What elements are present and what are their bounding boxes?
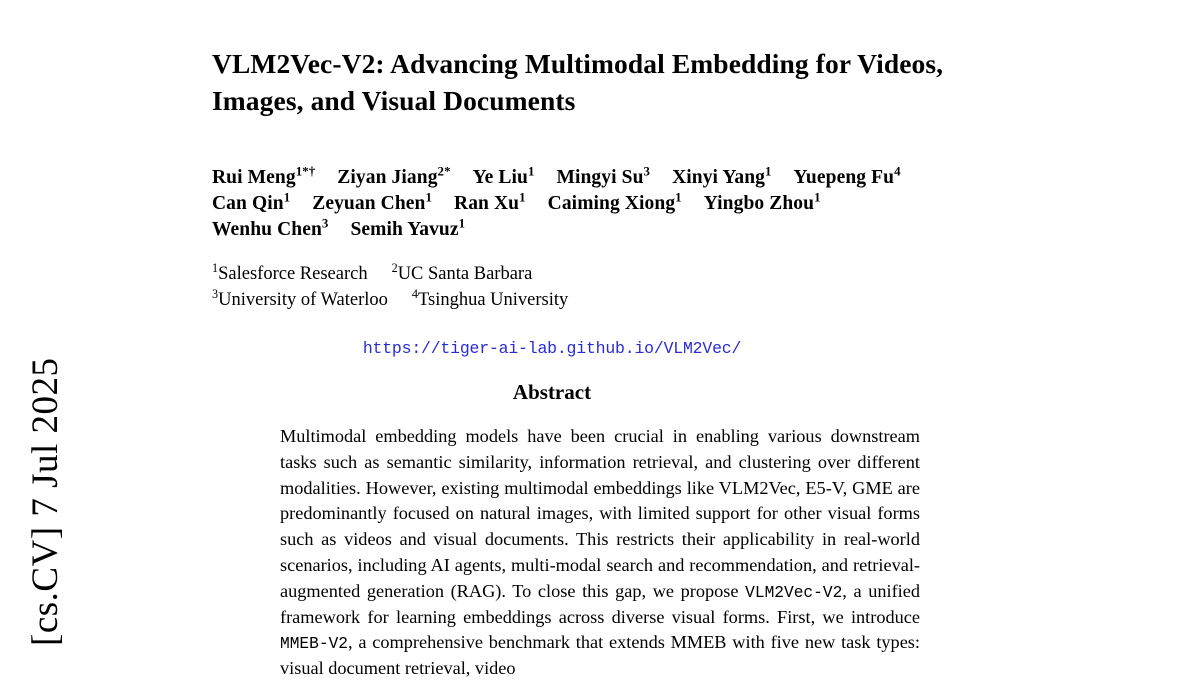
affiliation-marker: 1 bbox=[212, 260, 219, 275]
author bbox=[473, 165, 535, 191]
author bbox=[672, 165, 771, 191]
author-name: Yuepeng Fu bbox=[793, 167, 895, 189]
abstract-segment: , a unified framework for learning embeddings across diverse visual forms. First, we introduce bbox=[280, 580, 921, 627]
abstract-heading: Abstract bbox=[512, 380, 592, 405]
author-affiliation-marker: 1 bbox=[425, 190, 433, 205]
author-name: Ran Xu bbox=[454, 193, 520, 215]
author-affiliation-marker: 1 bbox=[675, 190, 682, 205]
author bbox=[454, 191, 526, 217]
arxiv-stamp-text: [cs.CV] 7 Jul 2025 bbox=[24, 357, 66, 646]
abstract-segment-mono: MMEB-V2 bbox=[280, 635, 348, 654]
abstract-segment: , a comprehensive benchmark that extends MMEB with five new task types: visual document retrieval, video bbox=[280, 632, 920, 679]
affiliation-marker: 4 bbox=[411, 286, 418, 301]
author-affiliation-marker: 3 bbox=[321, 216, 329, 231]
author-name: Can Qin bbox=[212, 193, 284, 215]
affiliation bbox=[392, 261, 533, 287]
page-title: VLM2Vec-V2: Advancing Multimodal Embedding for Videos, Images, and Visual Documents bbox=[212, 48, 944, 116]
author-name: Ye Liu bbox=[472, 167, 528, 189]
author-name: Caiming Xiong bbox=[547, 193, 676, 215]
author-affiliation-marker: 1*† bbox=[295, 164, 316, 179]
affiliation-row bbox=[212, 287, 1002, 313]
author-name: Zeyuan Chen bbox=[312, 193, 426, 215]
author-name: Mingyi Su bbox=[556, 167, 644, 189]
affiliation-marker: 2 bbox=[391, 260, 398, 275]
paper-content bbox=[212, 46, 1002, 682]
affiliation-list bbox=[212, 261, 1002, 314]
author-name: Rui Meng bbox=[212, 167, 296, 189]
project-url-line bbox=[212, 339, 892, 358]
affiliation-name: Tsinghua University bbox=[418, 289, 569, 310]
affiliation-marker: 3 bbox=[212, 286, 219, 301]
author-affiliation-marker: 1 bbox=[814, 190, 821, 205]
author-affiliation-marker: 4 bbox=[894, 164, 901, 179]
author bbox=[350, 217, 465, 243]
author-row bbox=[212, 217, 1002, 243]
author bbox=[704, 191, 821, 217]
author bbox=[312, 191, 432, 217]
author-affiliation-marker: 1 bbox=[458, 216, 466, 231]
affiliation-name: University of Waterloo bbox=[218, 289, 388, 310]
author-name: Wenhu Chen bbox=[212, 219, 322, 241]
affiliation-row bbox=[212, 261, 1002, 287]
abstract-segment: Multimodal embedding models have been crucial in enabling various downstream tasks such as semantic similarity, information retrieval, and clustering over different modalities. However, existing multimodal embeddings like VLM2Vec, E5-V, GME are predominantly focused on natural images, with limited support for other visual forms such as videos and visual documents. This restricts their applicability in real-world scenarios, including AI agents, multi-modal search and recommendation, and retrieval-augmented generation (RAG). To close this gap, we propose bbox=[280, 426, 920, 601]
author-name: Ziyan Jiang bbox=[337, 167, 438, 189]
author-name: Semih Yavuz bbox=[350, 219, 459, 241]
affiliation-name: UC Santa Barbara bbox=[397, 263, 533, 284]
author-affiliation-marker: 3 bbox=[643, 164, 651, 179]
author bbox=[212, 191, 290, 217]
affiliation bbox=[212, 287, 388, 313]
author bbox=[337, 165, 450, 191]
arxiv-stamp bbox=[0, 0, 90, 648]
author bbox=[212, 165, 315, 191]
abstract-segment-mono: VLM2Vec-V2 bbox=[745, 583, 843, 602]
author-name: Yingbo Zhou bbox=[703, 193, 815, 215]
affiliation bbox=[212, 261, 368, 287]
affiliation-name: Salesforce Research bbox=[218, 263, 368, 284]
author bbox=[556, 165, 650, 191]
author-row bbox=[212, 165, 1002, 191]
affiliation bbox=[412, 287, 568, 313]
author-affiliation-marker: 1 bbox=[527, 164, 535, 179]
author-row bbox=[212, 191, 1002, 217]
author bbox=[548, 191, 682, 217]
author-affiliation-marker: 2* bbox=[437, 164, 451, 179]
author bbox=[794, 165, 901, 191]
project-url-link[interactable]: https://tiger-ai-lab.github.io/VLM2Vec/ bbox=[362, 339, 742, 359]
author-list bbox=[212, 165, 1002, 243]
author-affiliation-marker: 1 bbox=[519, 190, 526, 205]
author-affiliation-marker: 1 bbox=[283, 190, 291, 205]
author bbox=[212, 217, 328, 243]
author-name: Xinyi Yang bbox=[672, 167, 765, 189]
author-affiliation-marker: 1 bbox=[765, 164, 772, 179]
abstract-text bbox=[280, 424, 920, 682]
